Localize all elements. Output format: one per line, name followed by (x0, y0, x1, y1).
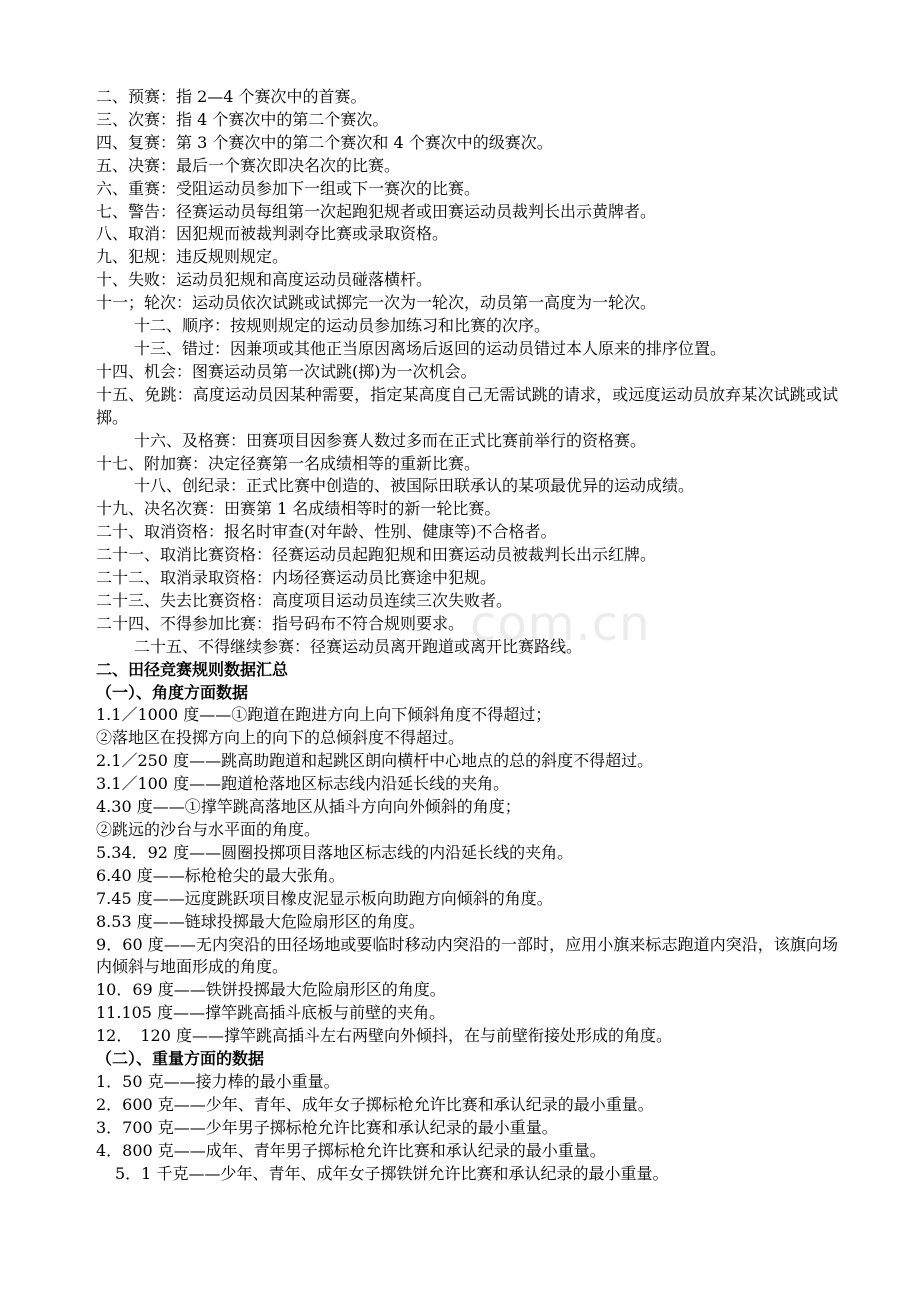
text-line: 5.34．92 度——圆圈投掷项目落地区标志线的内沿延长线的夹角。 (96, 842, 574, 862)
text-line: 二十三、失去比赛资格：高度项目运动员连续三次失败者。 (96, 590, 513, 610)
text-line: 二十一、取消比赛资格：径赛运动员起跑犯规和田赛运动员被裁判长出示红牌。 (96, 545, 657, 565)
section-heading: （二）、重量方面的数据 (96, 1049, 265, 1069)
text-line: 三、次赛：指 4 个赛次中的第二个赛次。 (96, 109, 389, 129)
text-line: 11.105 度——撑竿跳高插斗底板与前壁的夹角。 (96, 1003, 446, 1023)
text-line: 七、警告：径赛运动员每组第一次起跑犯规者或田赛运动员裁判长出示黄牌者。 (96, 201, 657, 221)
text-line: 二十五、不得继续参赛：径赛运动员离开跑道或离开比赛路线。 (134, 636, 583, 656)
text-line: 六、重赛：受阻运动员参加下一组或下一赛次的比赛。 (96, 178, 481, 198)
text-line: 二十、取消资格：报名时审查(对年龄、性别、健康等)不合格者。 (96, 522, 557, 542)
text-line: ②落地区在投掷方向上的向下的总倾斜度不得超过。 (96, 728, 465, 748)
text-line: 3．700 克——少年男子掷标枪允许比赛和承认纪录的最小重量。 (96, 1117, 558, 1137)
text-line: 十、失败：运动员犯规和高度运动员碰落横杆。 (96, 270, 433, 290)
text-line: 二十四、不得参加比赛：指号码布不符合规则要求。 (96, 613, 465, 633)
text-line: 十六、及格赛：田赛项目因参赛人数过多而在正式比赛前举行的资格赛。 (134, 430, 647, 450)
text-line: 6.40 度——标枪枪尖的最大张角。 (96, 865, 345, 885)
text-line: 5．1 千克——少年、青年、成年女子掷铁饼允许比赛和承认纪录的最小重量。 (115, 1163, 669, 1183)
text-line: 四、复赛：第 3 个赛次中的第二个赛次和 4 个赛次中的级赛次。 (96, 132, 553, 152)
text-line: 二十二、取消录取资格：内场径赛运动员比赛途中犯规。 (96, 568, 497, 588)
section-heading: （一）、角度方面数据 (96, 682, 249, 702)
document-body (0, 86, 920, 1186)
text-line: 1.1／1000 度——①跑道在跑进方向上向下倾斜角度不得超过； (96, 705, 552, 725)
text-line: 九、犯规：违反规则规定。 (96, 247, 289, 267)
text-line: 4.30 度——①撑竿跳高落地区从插斗方向向外倾斜的角度； (96, 797, 521, 817)
text-line: 五、决赛：最后一个赛次即决名次的比赛。 (96, 155, 401, 175)
text-line: 7.45 度——远度跳跃项目橡皮泥显示板向助跑方向倾斜的角度。 (96, 888, 553, 908)
text-line: 十五、免跳：高度运动员因某种需要，指定某高度自己无需试跳的请求，或远度运动员放弃某次试跳或试掷。 (96, 384, 838, 427)
text-line: 3.1／100 度——跑道枪落地区标志线内沿延长线的夹角。 (96, 774, 510, 794)
text-line: 二、预赛：指 2—4 个赛次中的首赛。 (96, 87, 367, 106)
text-line: ②跳远的沙台与水平面的角度。 (96, 820, 321, 839)
text-line: 十二、顺序：按规则规定的运动员参加练习和比赛的次序。 (134, 316, 551, 336)
text-line: 十三、错过：因兼项或其他正当原因离场后返回的运动员错过本人原来的排序位置。 (134, 338, 727, 358)
text-line: 十四、机会：图赛运动员第一次试跳(掷)为一次机会。 (96, 361, 477, 381)
text-line: 十一；轮次：运动员依次试跳或试掷完一次为一轮次，动员第一高度为一轮次。 (96, 293, 657, 313)
text-line: 8.53 度——链球投掷最大危险扇形区的角度。 (96, 911, 425, 931)
text-line: 2.1／250 度——跳高助跑道和起跳区朗向横杆中心地点的总的斜度不得超过。 (96, 751, 654, 771)
text-line: 十八、创纪录：正式比赛中创造的、被国际田联承认的某项最优异的运动成绩。 (134, 476, 695, 496)
text-line: 9．60 度——无内突沿的田径场地或要临时移动内突沿的一部时，应用小旗来标志跑道内突沿，该旗向场内倾斜与地面形成的角度。 (96, 934, 838, 977)
text-line: 2．600 克——少年、青年、成年女子掷标枪允许比赛和承认纪录的最小重量。 (96, 1094, 654, 1114)
text-line: 八、取消：因犯规而被裁判剥夺比赛或录取资格。 (96, 224, 449, 244)
section-heading: 二、田径竞赛规则数据汇总 (96, 659, 289, 679)
text-line: 十九、决名次赛：田赛第 1 名成绩相等时的新一轮比赛。 (96, 499, 501, 519)
text-line: 10．69 度——铁饼投掷最大危险扇形区的角度。 (96, 980, 446, 1000)
watermark: com.cn (470, 596, 651, 652)
text-line: 4．800 克——成年、青年男子掷标枪允许比赛和承认纪录的最小重量。 (96, 1140, 606, 1160)
text-line: 12． 120 度——撑竿跳高插斗左右两壁向外倾抖，在与前壁衔接处形成的角度。 (96, 1026, 672, 1046)
text-line: 1．50 克——接力棒的最小重量。 (96, 1071, 340, 1091)
text-line: 十七、附加赛：决定径赛第一名成绩相等的重新比赛。 (96, 453, 481, 473)
